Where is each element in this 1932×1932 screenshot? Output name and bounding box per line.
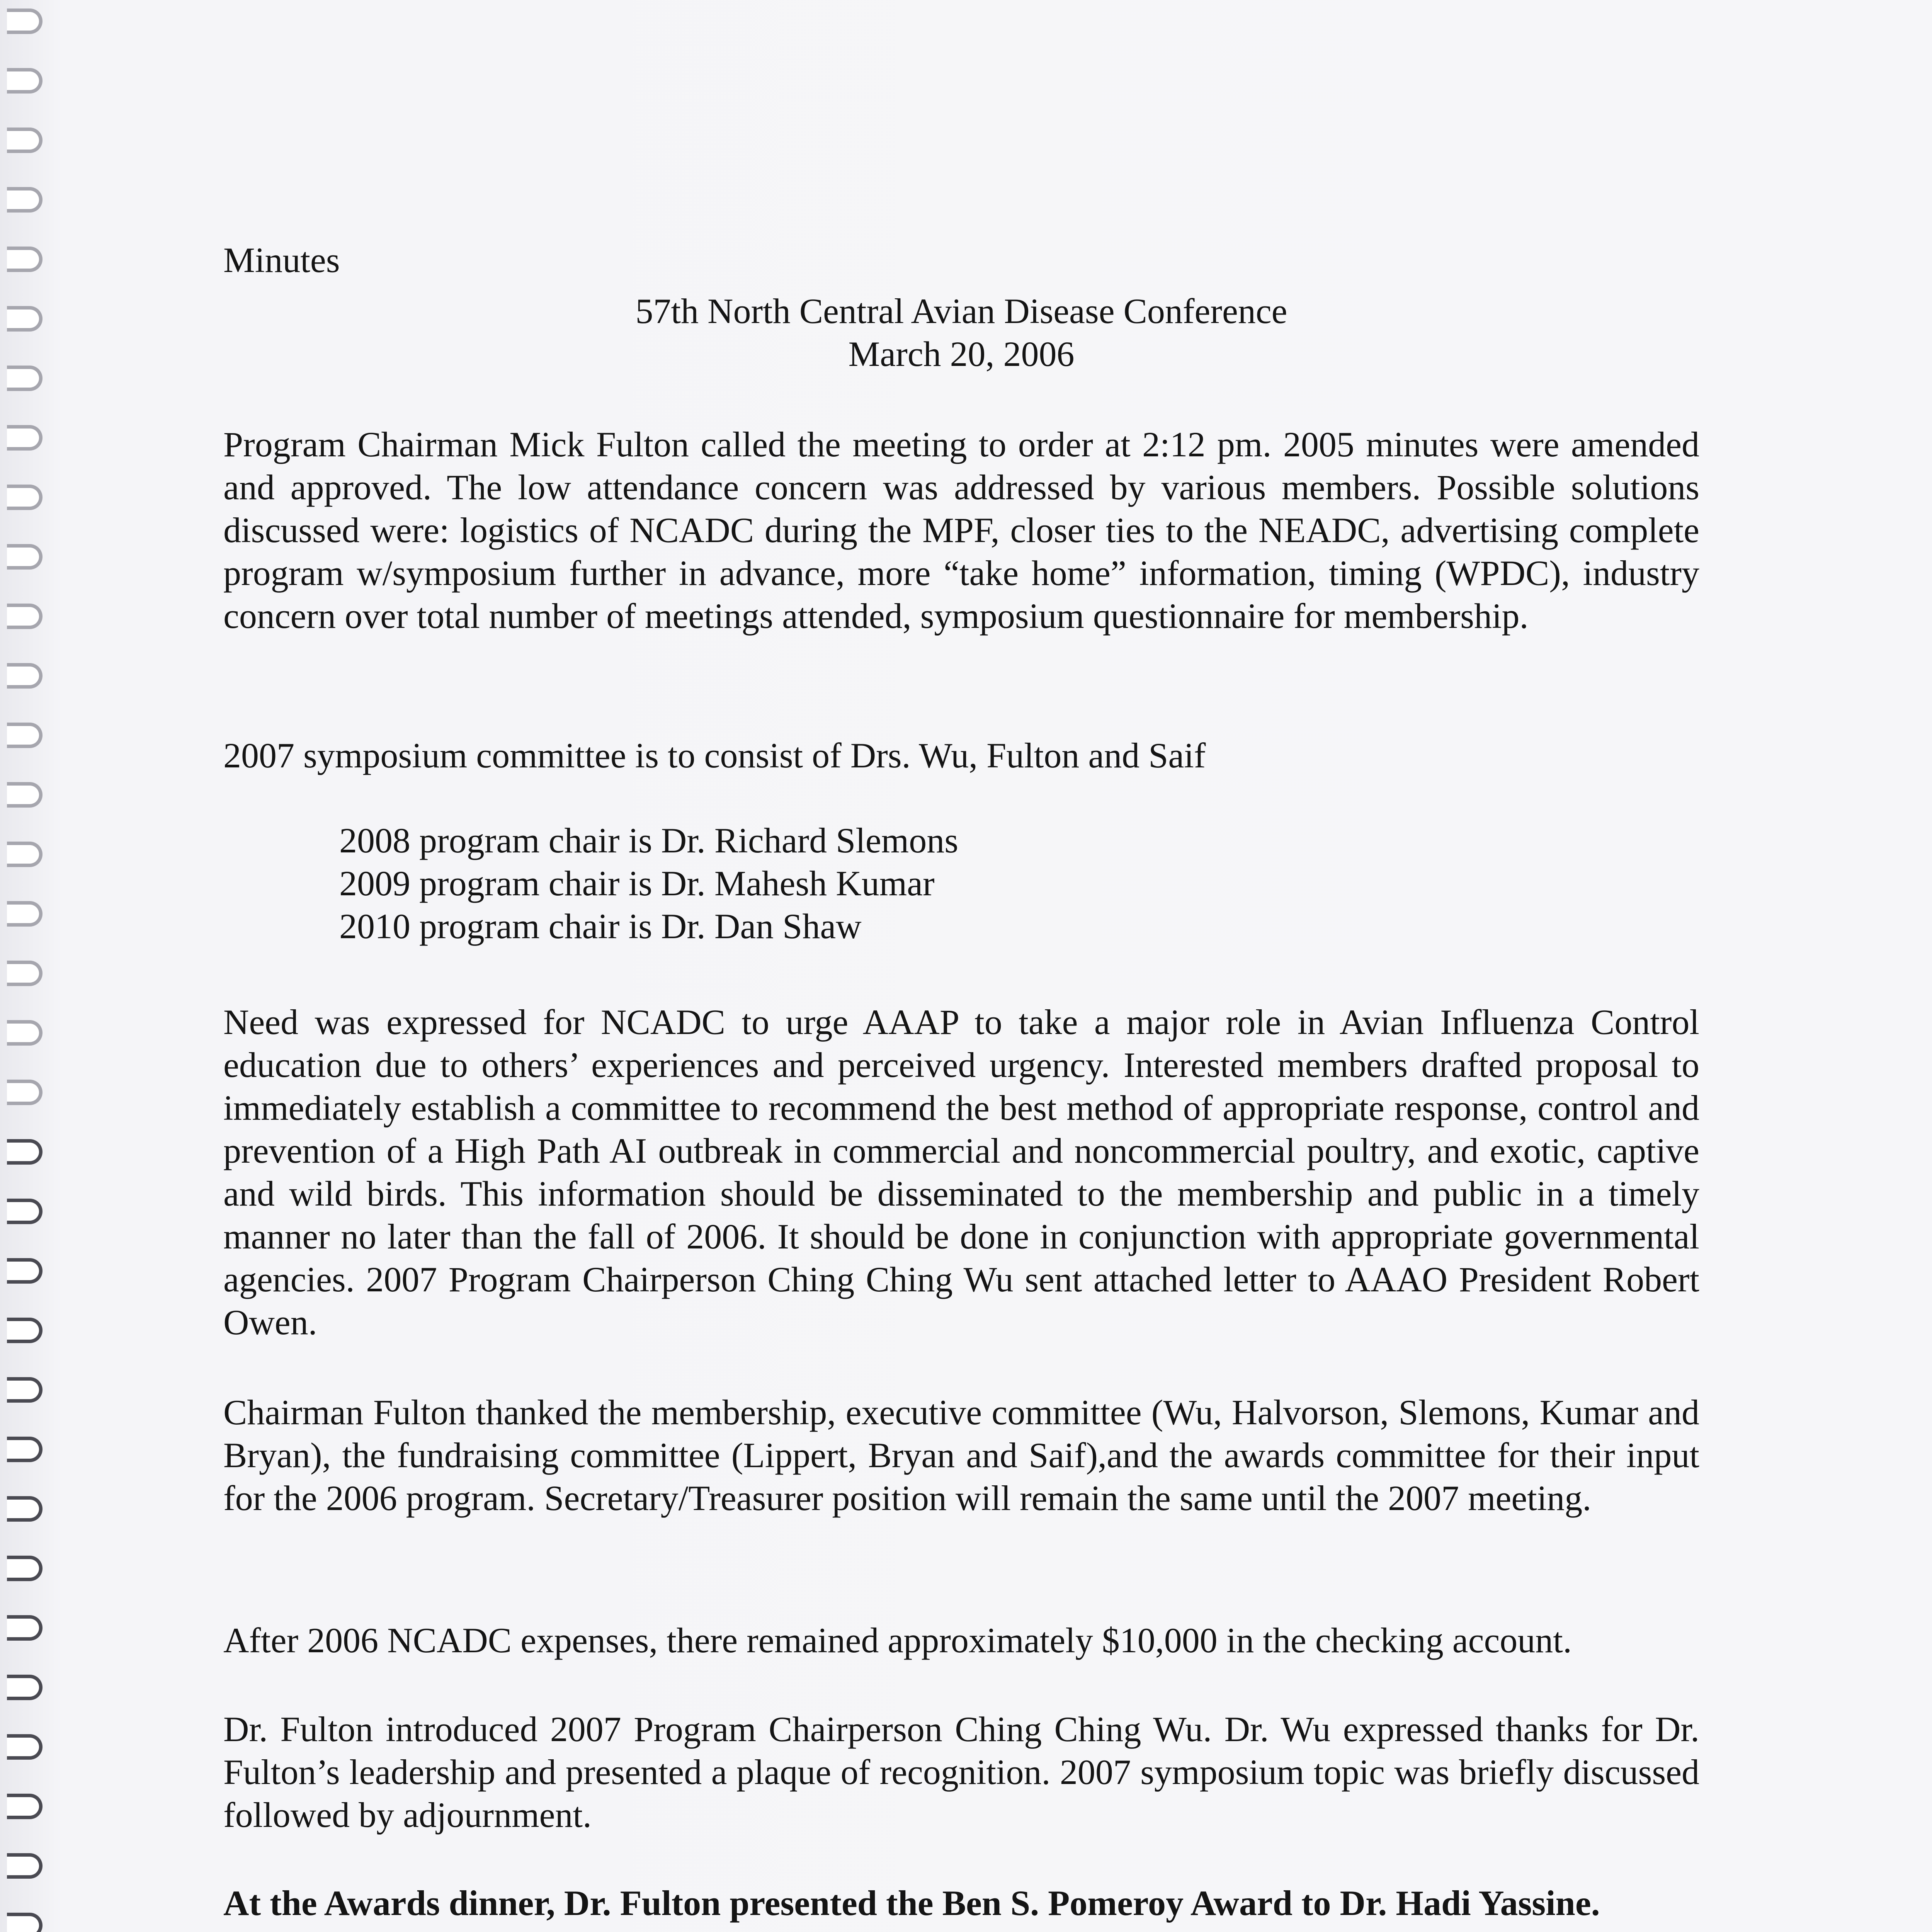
binding-ring <box>7 68 43 94</box>
binding-ring <box>7 485 43 510</box>
conference-date: March 20, 2006 <box>848 334 1075 374</box>
binding-ring <box>7 247 43 272</box>
paragraph-thanks: Chairman Fulton thanked the membership, executive committee (Wu, Halvorson, Slemons, Kumar and Bryan), the fundraising committee (Lippert, Bryan and Saif),and the awards committee for their input for the 2006 program. Secretary/Treasurer position will remain the same until the 2007 meeting. <box>223 1393 1699 1518</box>
binding-ring <box>7 901 43 927</box>
paragraph-award-pomeroy: At the Awards dinner, Dr. Fulton presented the Ben S. Pomeroy Award to Dr. Hadi Yassine. <box>223 1883 1600 1923</box>
paragraph-committee: 2007 symposium committee is to consist of Drs. Wu, Fulton and Saif <box>223 736 1206 775</box>
binding-ring <box>7 1377 43 1403</box>
binding-ring <box>7 1080 43 1105</box>
binding-ring <box>7 1020 43 1046</box>
program-chair-2008: 2008 program chair is Dr. Richard Slemons <box>339 821 959 860</box>
binding-ring <box>7 663 43 689</box>
paragraph-opening: Program Chairman Mick Fulton called the meeting to order at 2:12 pm. 2005 minutes were amended and approved. The low attendance concern was addressed by various members. Possible solutions discussed were: logistics of NCADC during the MPF, closer ties to the NEADC, advertising complete program w/symposium further in advance, more “take home” information, timing (WPDC), industry concern over total number of meetings attended, symposium questionnaire for membership. <box>223 425 1699 636</box>
binding-ring <box>7 604 43 629</box>
binding-ring <box>7 961 43 986</box>
paragraph-influenza: Need was expressed for NCADC to urge AAAP to take a major role in Avian Influenza Control education due to others’ experiences and perceived urgency. Interested members drafted proposal to immediately establish a committee to recommend the best method of appropriate response, control and prevention of a High Path AI outbreak in commercial and noncommercial poultry, and exotic, captive and wild birds. This information should be disseminated to the membership and public in a timely manner no later than the fall of 2006. It should be done in conjunction with appropriate governmental agencies. 2007 Program Chairperson Ching Ching Wu sent attached letter to AAAO President Robert Owen. <box>223 1002 1699 1342</box>
binding-ring <box>7 1199 43 1224</box>
binding-ring <box>7 1675 43 1700</box>
binding-ring <box>7 1913 43 1932</box>
spiral-binding <box>0 0 54 1932</box>
binding-ring <box>7 306 43 332</box>
binding-ring <box>7 1734 43 1760</box>
binding-ring <box>7 1258 43 1284</box>
program-chair-2010: 2010 program chair is Dr. Dan Shaw <box>339 906 862 946</box>
binding-ring <box>7 128 43 153</box>
binding-ring <box>7 1853 43 1879</box>
binding-ring <box>7 9 43 34</box>
paragraph-introduction: Dr. Fulton introduced 2007 Program Chairperson Ching Ching Wu. Dr. Wu expressed thanks for Dr. Fulton’s leadership and presented a plaque of recognition. 2007 symposium topic was briefly discussed followed by adjournment. <box>223 1709 1699 1835</box>
binding-ring <box>7 1139 43 1165</box>
binding-ring <box>7 425 43 451</box>
paragraph-finances: After 2006 NCADC expenses, there remained approximately $10,000 in the checking account. <box>223 1621 1572 1660</box>
binding-ring <box>7 544 43 570</box>
binding-ring <box>7 782 43 808</box>
binding-ring <box>7 366 43 391</box>
binding-ring <box>7 1556 43 1581</box>
binding-ring <box>7 1318 43 1343</box>
binding-ring <box>7 1794 43 1819</box>
conference-title: 57th North Central Avian Disease Conference <box>635 291 1287 331</box>
binding-ring <box>7 842 43 867</box>
binding-ring <box>7 1615 43 1641</box>
binding-ring <box>7 1496 43 1522</box>
binding-ring <box>7 1437 43 1462</box>
program-chair-2009: 2009 program chair is Dr. Mahesh Kumar <box>339 864 935 903</box>
binding-ring <box>7 187 43 213</box>
section-label: Minutes <box>223 240 340 280</box>
binding-ring <box>7 723 43 748</box>
